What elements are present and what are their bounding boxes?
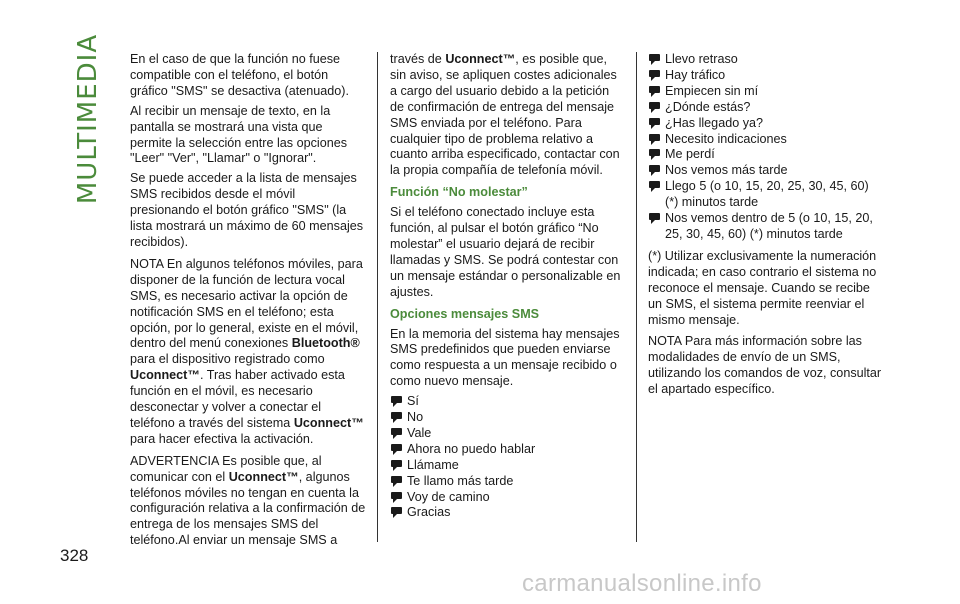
list-item-label: Sí <box>407 394 419 409</box>
list-item-label: Me perdí <box>665 147 715 162</box>
sms-options-list <box>390 394 626 521</box>
speech-bubble-icon <box>649 54 660 66</box>
list-item <box>648 163 884 179</box>
list-item-label: Nos vemos más tarde <box>665 163 788 178</box>
list-item-label: ¿Dónde estás? <box>665 99 751 114</box>
list-item <box>648 52 884 68</box>
bold-term: Uconnect™ <box>130 368 200 383</box>
speech-bubble-icon <box>649 149 660 161</box>
speech-bubble-icon <box>649 134 660 146</box>
sms-options-list <box>648 52 884 243</box>
note-paragraph: NOTA Para más información sobre las modalidades de envío de un SMS, utilizando los comandos de voz, consultar el apartado específico. <box>648 334 882 397</box>
paragraph: Se puede acceder a la lista de mensajes SMS recibidos desde el móvil presionando el botón gráfico "SMS" (la lista mostrará un máximo de 60 mensajes recibidos). <box>130 171 364 249</box>
paragraph <box>390 52 626 179</box>
speech-bubble-icon <box>391 492 402 504</box>
speech-bubble-icon <box>649 213 660 225</box>
bold-term: Bluetooth® <box>291 336 360 351</box>
speech-bubble-icon <box>391 507 402 519</box>
list-item <box>648 68 884 84</box>
list-item <box>648 116 884 132</box>
list-item <box>390 442 626 458</box>
speech-bubble-icon <box>391 412 402 424</box>
column-1 <box>130 52 366 553</box>
speech-bubble-icon <box>649 102 660 114</box>
list-item <box>390 490 626 506</box>
note-text: para hacer efectiva la activación. <box>130 431 314 446</box>
speech-bubble-icon <box>649 118 660 130</box>
bold-term: Uconnect™ <box>445 52 516 66</box>
list-item <box>390 505 626 521</box>
paragraph: Al recibir un mensaje de texto, en la pantalla se mostrará una vista que permite la selección entre las opciones "Leer" "Ver", "Llamar" o "Ignorar". <box>130 103 348 166</box>
list-item <box>390 458 626 474</box>
list-item <box>390 474 626 490</box>
list-item <box>390 426 626 442</box>
paragraph: En la memoria del sistema hay mensajes SMS predefinidos que pueden enviarse como respuesta a un mensaje recibido o como nuevo mensaje. <box>390 326 620 389</box>
paragraph: Si el teléfono conectado incluye esta función, al pulsar el botón gráfico “No molestar” el usuario dejará de recibir llamadas y SMS. Se podrá contestar con un mensaje estándar o personalizable en ajustes. <box>390 205 621 299</box>
list-item <box>390 394 626 410</box>
list-item <box>648 132 884 148</box>
column-2 <box>390 52 626 521</box>
speech-bubble-icon <box>649 165 660 177</box>
speech-bubble-icon <box>391 396 402 408</box>
list-item-label: Llámame <box>407 457 459 472</box>
section-tab-label: MULTIMEDIA <box>73 33 104 205</box>
note-paragraph <box>130 257 366 448</box>
speech-bubble-icon <box>649 181 660 193</box>
list-item-label: ¿Has llegado ya? <box>665 115 764 130</box>
speech-bubble-icon <box>391 476 402 488</box>
speech-bubble-icon <box>391 460 402 472</box>
paragraph: (*) Utilizar exclusivamente la numeración indicada; en caso contrario el sistema no reconoce el mensaje. Cuando se recibe un SMS, el sistema permite reenviar el mismo mensaje. <box>648 248 877 327</box>
list-item-label: Empiecen sin mí <box>665 83 759 98</box>
list-item-label: Voy de camino <box>407 489 490 504</box>
paragraph: En el caso de que la función no fuese compatible con el teléfono, el botón gráfico "SMS" se desactiva (atenuado). <box>130 52 349 98</box>
page-number: 328 <box>60 546 89 565</box>
list-item-label: Llego 5 (o 10, 15, 20, 25, 30, 45, 60) (*) minutos tarde <box>665 179 869 210</box>
watermark: carmanualsonline.info <box>522 570 762 597</box>
paragraph-text: , es posible que, sin aviso, se apliquen costes adicionales a cargo del usuario debido a la petición de confirmación de entrega del mensaje SMS enviada por el teléfono. Para cualquier tipo de problema relativo a cuanto arriba especificado, contactar con la propia compañía de telefonía móvil. <box>390 52 620 178</box>
list-item-label: Llevo retraso <box>665 52 738 66</box>
note-text: . Tras haber activado esta función en el móvil, es necesario desconectar y volver a conectar el teléfono a través del sistema <box>130 368 345 430</box>
warning-paragraph <box>130 454 366 549</box>
list-item <box>648 147 884 163</box>
list-item <box>648 211 884 243</box>
section-heading: Función “No molestar” <box>390 185 528 200</box>
list-item <box>648 84 884 100</box>
list-item-label: Ahora no puedo hablar <box>407 441 536 456</box>
speech-bubble-icon <box>649 70 660 82</box>
list-item-label: Gracias <box>407 505 451 520</box>
note-text: NOTA En algunos teléfonos móviles, para disponer de la función de lectura vocal SMS, es necesario activar la opción de notificación SMS en el teléfono; esta opción, por lo general, existe en el móvil, dentro del menú conexiones <box>130 256 363 351</box>
section-heading: Opciones mensajes SMS <box>390 306 540 321</box>
list-item <box>390 410 626 426</box>
list-item-label: Vale <box>407 425 432 440</box>
column-divider <box>636 52 637 542</box>
speech-bubble-icon <box>391 428 402 440</box>
list-item-label: Te llamo más tarde <box>407 473 514 488</box>
warning-text: ADVERTENCIA Es posible que, al comunicar con el <box>130 453 322 484</box>
note-text: para el dispositivo registrado como <box>130 352 325 367</box>
section-tab <box>58 33 118 205</box>
speech-bubble-icon <box>391 444 402 456</box>
list-item-label: No <box>407 410 424 425</box>
paragraph-text: través de <box>390 52 446 66</box>
warning-text: , algunos teléfonos móviles no tengan en cuenta la configuración relativa a la confirmación de entrega de los mensajes SMS del teléfono.Al enviar un mensaje SMS a <box>130 469 366 548</box>
list-item <box>648 179 884 211</box>
column-divider <box>377 52 378 542</box>
list-item <box>648 100 884 116</box>
list-item-label: Necesito indicaciones <box>665 131 787 146</box>
list-item-label: Nos vemos dentro de 5 (o 10, 15, 20, 25, 30, 45, 60) (*) minutos tarde <box>665 211 873 241</box>
column-3 <box>648 52 884 402</box>
bold-term: Uconnect™ <box>228 469 299 484</box>
bold-term: Uconnect™ <box>293 415 364 430</box>
list-item-label: Hay tráfico <box>665 67 726 82</box>
speech-bubble-icon <box>649 86 660 98</box>
